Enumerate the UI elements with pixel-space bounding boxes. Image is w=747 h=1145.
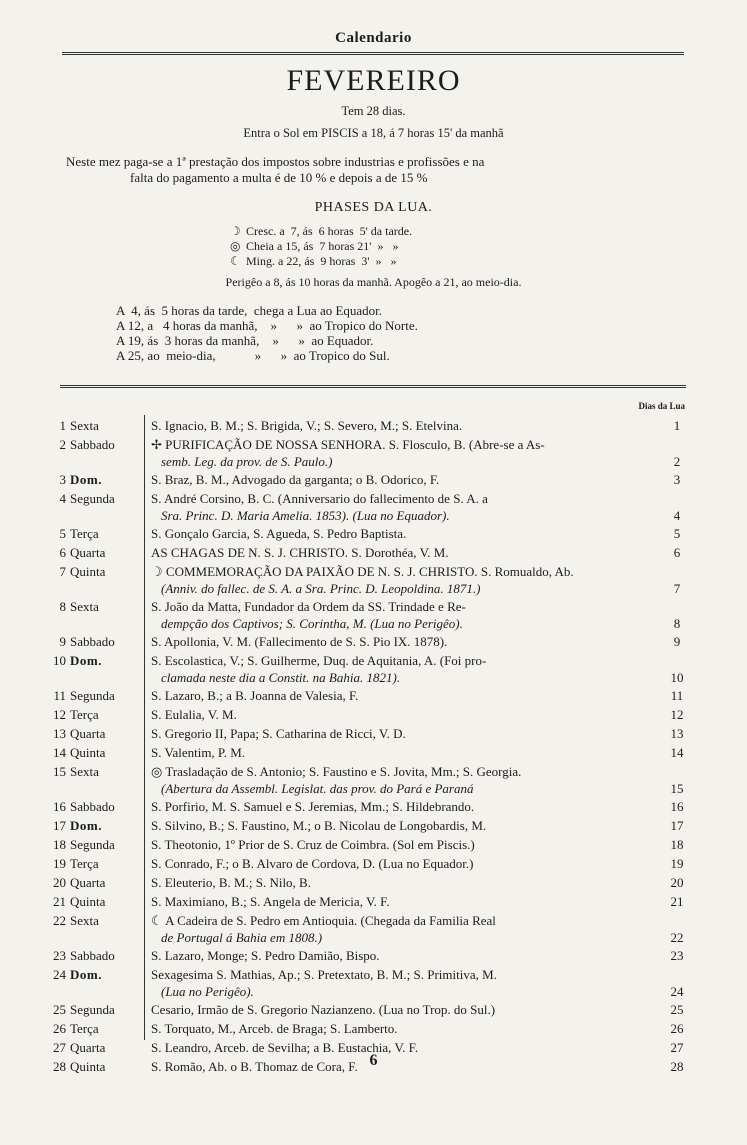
saints-description (151, 1020, 651, 1037)
moon-day: 2 (673, 454, 681, 469)
saints-description (151, 817, 651, 834)
column-divider (144, 415, 145, 1040)
saints-description (151, 855, 651, 872)
day-number: 27 (53, 1040, 66, 1055)
description-line-1: S. Valentim, P. M. (151, 745, 246, 760)
day-number: 25 (53, 1002, 66, 1017)
day-number: 5 (59, 526, 66, 541)
saints-description (151, 893, 651, 910)
saints-description (151, 947, 651, 964)
day-number: 11 (53, 688, 66, 703)
saints-description (151, 966, 651, 1000)
description-line-2: de Portugal á Bahia em 1808.) (161, 930, 323, 945)
days-line: Tem 28 dias. (341, 104, 406, 118)
weekday: Dom. (70, 653, 102, 668)
moon-day: 10 (670, 670, 684, 685)
day-number: 16 (53, 799, 66, 814)
moon-day: 28 (670, 1059, 684, 1074)
weekday: Quinta (70, 745, 106, 760)
moon-day: 13 (670, 726, 684, 741)
day-number: 8 (59, 599, 66, 614)
page-number: 6 (369, 1052, 378, 1069)
moon-day: 17 (670, 818, 684, 833)
description-line-1: S. Leandro, Arceb. de Sevilha; a B. Eustachia, V. F. (151, 1040, 419, 1055)
perigee-line: Perigêo a 8, ás 10 horas da manhã. Apogêo a 21, ao meio-dia. (225, 275, 522, 289)
moon-day: 8 (673, 616, 681, 631)
description-line-1: S. Braz, B. M., Advogado da garganta; o B. Odorico, F. (151, 472, 440, 487)
weekday: Segunda (70, 837, 115, 852)
day-number: 12 (53, 707, 66, 722)
description-line-2: semb. Leg. da prov. de S. Paulo.) (161, 454, 333, 469)
moon-position-line: A 12, a 4 horas da manhã, » » ao Tropico do Norte. (116, 318, 418, 333)
day-number: 28 (53, 1059, 66, 1074)
description-line-1: S. Silvino, B.; S. Faustino, M.; o B. Nicolau de Longobardis, M. (151, 818, 487, 833)
top-rule (62, 52, 684, 55)
day-number: 21 (53, 894, 66, 909)
saints-description (151, 563, 651, 597)
day-number: 14 (53, 745, 66, 760)
weekday: Dom. (70, 967, 102, 982)
moon-phase-icon: ☾ (230, 254, 241, 268)
moon-day: 16 (670, 799, 684, 814)
weekday: Terça (70, 707, 99, 722)
description-line-1: S. Theotonio, 1º Prior de S. Cruz de Coimbra. (Sol em Piscis.) (151, 837, 475, 852)
description-line-1: S. Torquato, M., Arceb. de Braga; S. Lamberto. (151, 1021, 398, 1036)
day-number: 17 (53, 818, 66, 833)
moon-day: 18 (670, 837, 684, 852)
description-line-1: Cesario, Irmão de S. Gregorio Nazianzeno. (Lua no Trop. do Sul.) (151, 1002, 496, 1017)
description-line-2: (Abertura da Assembl. Legislat. das prov. do Pará e Paraná (161, 781, 474, 796)
weekday: Sabbado (70, 948, 115, 963)
moon-day: 25 (670, 1002, 684, 1017)
description-line-1: ✢ PURIFICAÇÃO DE NOSSA SENHORA. S. Flosculo, B. (Abre-se a As- (151, 437, 545, 452)
day-number: 2 (59, 437, 66, 452)
moon-days-header: Dias da Lua (638, 401, 685, 411)
weekday: Sexta (70, 418, 99, 433)
description-line-1: S. Gonçalo Garcia, S. Agueda, S. Pedro Baptista. (151, 526, 407, 541)
description-line-1: S. Eulalia, V. M. (151, 707, 237, 722)
day-number: 15 (53, 764, 66, 779)
description-line-1: S. Romão, Ab. o B. Thomaz de Cora, F. (151, 1059, 358, 1074)
moon-day: 6 (673, 545, 681, 560)
saints-description (151, 544, 651, 561)
weekday: Quarta (70, 726, 106, 741)
moon-day: 14 (670, 745, 684, 760)
day-number: 20 (53, 875, 66, 890)
saints-description (151, 598, 651, 632)
day-number: 4 (59, 491, 66, 506)
moon-day: 7 (673, 581, 681, 596)
phases-title: PHASES DA LUA. (314, 200, 433, 215)
description-line-1: S. André Corsino, B. C. (Anniversario do fallecimento de S. A. a (151, 491, 488, 506)
weekday: Terça (70, 856, 99, 871)
weekday: Quarta (70, 875, 106, 890)
saints-description (151, 652, 651, 686)
description-line-1: ☽ COMMEMORAÇÃO DA PAIXÃO DE N. S. J. CHRISTO. S. Romualdo, Ab. (151, 564, 574, 579)
weekday: Quinta (70, 894, 106, 909)
moon-day: 27 (670, 1040, 684, 1055)
weekday: Sexta (70, 599, 99, 614)
description-line-2: (Anniv. do fallec. de S. A. a Sra. Princ. D. Leopoldina. 1871.) (161, 581, 481, 596)
description-line-1: S. Porfirio, M. S. Samuel e S. Jeremias, Mm.; S. Hildebrando. (151, 799, 475, 814)
weekday: Segunda (70, 688, 115, 703)
saints-description (151, 687, 651, 704)
description-line-1: ☾ A Cadeira de S. Pedro em Antioquia. (Chegada da Familia Real (151, 913, 496, 928)
moon-day: 22 (670, 930, 684, 945)
moon-position-line: A 4, ás 5 horas da tarde, chega a Lua ao Equador. (116, 303, 383, 318)
day-number: 23 (53, 948, 66, 963)
weekday: Sabbado (70, 634, 115, 649)
description-line-1: S. Lazaro, B.; a B. Joanna de Valesia, F. (151, 688, 359, 703)
description-line-1: S. Escolastica, V.; S. Guilherme, Duq. de Aquitania, A. (Foi pro- (151, 653, 487, 668)
saints-description (151, 706, 651, 723)
description-line-1: S. João da Matta, Fundador da Ordem da SS. Trindade e Re- (151, 599, 466, 614)
description-line-1: S. Apollonia, V. M. (Fallecimento de S. S. Pio IX. 1878). (151, 634, 448, 649)
day-number: 1 (59, 418, 66, 433)
weekday: Quarta (70, 545, 106, 560)
notice-line-1: Neste mez paga-se a 1ª prestação dos impostos sobre industrias e profissões e na (66, 154, 485, 169)
saints-description (151, 763, 651, 797)
saints-description (151, 471, 651, 488)
sun-line: Entra o Sol em PISCIS a 18, á 7 horas 15' da manhã (243, 126, 504, 140)
saints-description (151, 912, 651, 946)
moon-day: 4 (673, 508, 681, 523)
day-number: 3 (59, 472, 66, 487)
description-line-2: (Lua no Perigêo). (161, 984, 254, 999)
phase-line (230, 224, 412, 239)
weekday: Dom. (70, 818, 102, 833)
description-line-1: Sexagesima S. Mathias, Ap.; S. Pretextato, B. M.; S. Primitiva, M. (151, 967, 497, 982)
phase-text: Ming. a 22, ás 9 horas 3' » » (246, 254, 397, 268)
weekday: Sabbado (70, 799, 115, 814)
description-line-1: S. Conrado, F.; o B. Alvaro de Cordova, D. (Lua no Equador.) (151, 856, 474, 871)
day-number: 18 (53, 837, 66, 852)
weekday: Sexta (70, 913, 99, 928)
moon-position-line: A 25, ao meio-dia, » » ao Tropico do Sul. (116, 348, 390, 363)
description-line-2: Sra. Princ. D. Maria Amelia. 1853). (Lua no Equador). (161, 508, 450, 523)
day-number: 19 (53, 856, 66, 871)
tax-notice (66, 154, 682, 186)
saints-description (151, 490, 651, 524)
description-line-1: S. Lazaro, Monge; S. Pedro Damião, Bispo. (151, 948, 380, 963)
day-number: 13 (53, 726, 66, 741)
description-line-1: S. Ignacio, B. M.; S. Brigida, V.; S. Severo, M.; S. Etelvina. (151, 418, 463, 433)
moon-day: 11 (670, 688, 684, 703)
table-rule (60, 385, 686, 388)
moon-day: 12 (670, 707, 684, 722)
saints-description (151, 836, 651, 853)
running-title: Calendario (335, 30, 412, 46)
saints-description (151, 633, 651, 650)
moon-day: 19 (670, 856, 684, 871)
moon-day: 24 (670, 984, 684, 999)
description-line-2: dempção dos Captivos; S. Corintha, M. (Lua no Perigêo). (161, 616, 463, 631)
day-number: 26 (53, 1021, 66, 1036)
notice-line-2: falta do pagamento a multa é de 10 % e depois a de 15 % (130, 170, 428, 185)
phase-line (230, 239, 398, 254)
day-number: 7 (59, 564, 66, 579)
moon-day: 23 (670, 948, 684, 963)
description-line-1: ◎ Trasladação de S. Antonio; S. Faustino e S. Jovita, Mm.; S. Georgia. (151, 764, 522, 779)
saints-description (151, 1001, 651, 1018)
phase-line (230, 254, 396, 269)
weekday: Quarta (70, 1040, 106, 1055)
day-number: 6 (59, 545, 66, 560)
day-number: 22 (53, 913, 66, 928)
saints-description (151, 798, 651, 815)
weekday: Terça (70, 526, 99, 541)
phase-text: Cresc. a 7, ás 6 horas 5' da tarde. (246, 224, 413, 238)
saints-description (151, 525, 651, 542)
day-number: 9 (59, 634, 66, 649)
moon-position-line: A 19, ás 3 horas da manhã, » » ao Equador. (116, 333, 374, 348)
day-number: 10 (53, 653, 66, 668)
moon-day: 9 (673, 634, 681, 649)
weekday: Quinta (70, 1059, 106, 1074)
moon-day: 3 (673, 472, 681, 487)
description-line-2: clamada neste dia a Constit. na Bahia. 1821). (161, 670, 401, 685)
weekday: Quinta (70, 564, 106, 579)
saints-description (151, 874, 651, 891)
weekday: Sexta (70, 764, 99, 779)
description-line-1: AS CHAGAS DE N. S. J. CHRISTO. S. Dorothéa, V. M. (151, 545, 449, 560)
description-line-1: S. Gregorio II, Papa; S. Catharina de Ricci, V. D. (151, 726, 406, 741)
saints-description (151, 744, 651, 761)
day-number: 24 (53, 967, 66, 982)
moon-phase-icon: ☽ (230, 224, 241, 238)
moon-day: 21 (670, 894, 684, 909)
phase-text: Cheia a 15, ás 7 horas 21' » » (246, 239, 399, 253)
moon-day: 1 (673, 418, 681, 433)
saints-description (151, 436, 651, 470)
month-title: FEVEREIRO (286, 64, 461, 97)
moon-day: 26 (670, 1021, 684, 1036)
moon-phase-icon: ◎ (230, 239, 241, 253)
weekday: Segunda (70, 491, 115, 506)
moon-day: 15 (670, 781, 684, 796)
saints-description (151, 725, 651, 742)
description-line-1: S. Maximiano, B.; S. Angela de Mericia, V. F. (151, 894, 390, 909)
saints-description (151, 417, 651, 434)
weekday: Segunda (70, 1002, 115, 1017)
moon-day: 5 (673, 526, 681, 541)
moon-day: 20 (670, 875, 684, 890)
weekday: Dom. (70, 472, 102, 487)
weekday: Terça (70, 1021, 99, 1036)
weekday: Sabbado (70, 437, 115, 452)
description-line-1: S. Eleuterio, B. M.; S. Nilo, B. (151, 875, 311, 890)
